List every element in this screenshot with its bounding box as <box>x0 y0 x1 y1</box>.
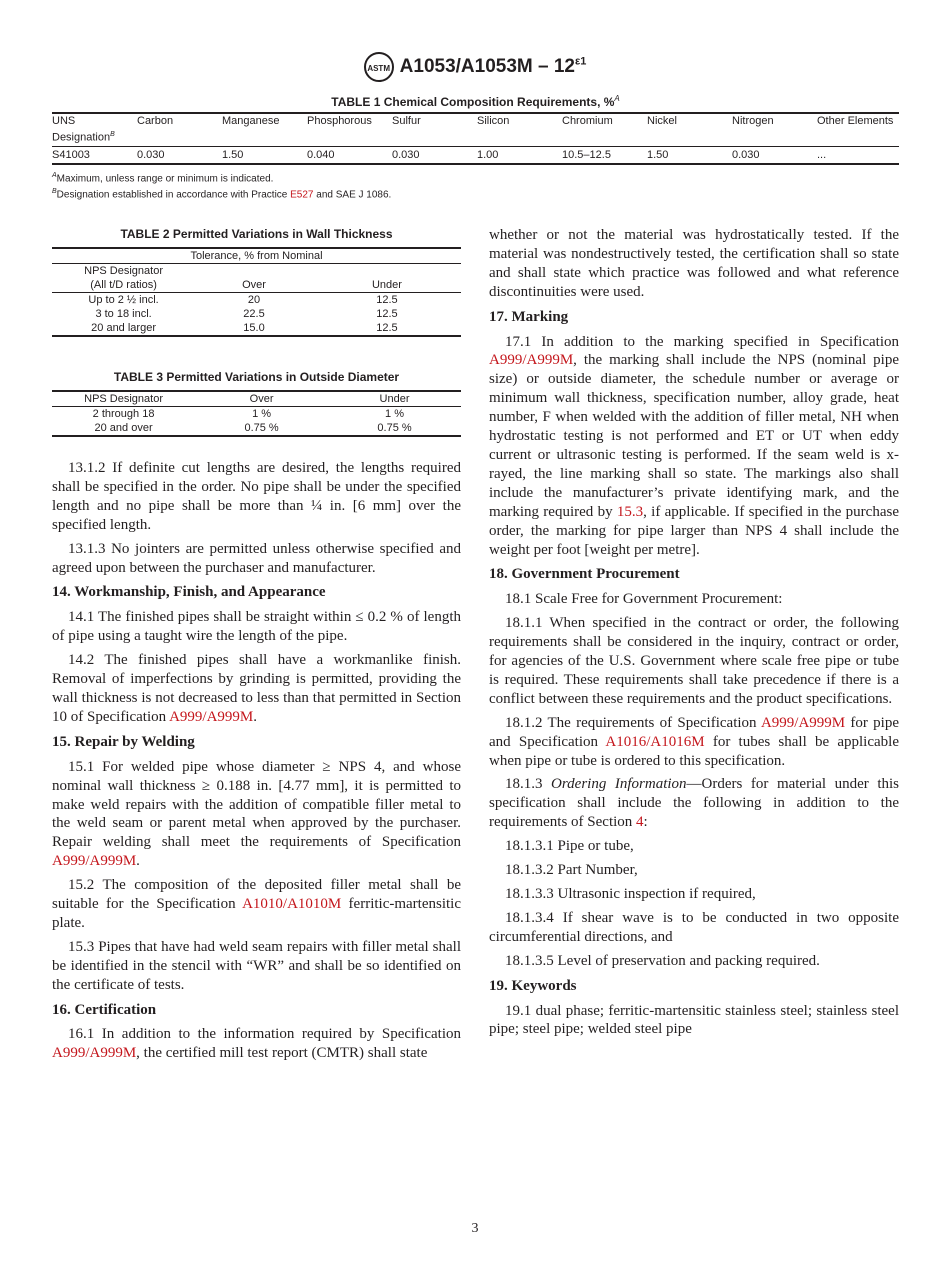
text-segment: ferritic-martensitic plate. <box>52 896 461 931</box>
table-cell: 1.50 <box>647 148 669 161</box>
table-2 <box>52 227 461 337</box>
text-segment: 18.1.3.1 Pipe or tube, <box>505 838 634 855</box>
col-header: NPS Designator <box>84 393 163 405</box>
spec-link[interactable]: 4 <box>636 814 644 831</box>
table-1 <box>52 94 899 201</box>
footnote-b: $^B$Designation established in accordance with Practice E527 and SAE J 1086. <box>52 187 392 201</box>
section-heading <box>52 733 461 752</box>
table-cell: 0.030 <box>732 148 760 161</box>
table-row: 20 and over 0.75 % 0.75 % <box>94 422 412 434</box>
text-segment: 18.1.1 When specified in the contract or order, the following requirements shall be considered in the inquiry, contract or order, for agencies of the U.S. Government where scale free pipe or tube is required. These requirements shall take precedence if there is a conflict between these requirements and the product specifications. <box>489 615 899 707</box>
table-row: 20 and larger 15.0 12.5 <box>91 322 398 334</box>
paragraph <box>52 459 461 535</box>
paragraph <box>489 909 899 947</box>
col-header: Nitrogen <box>732 115 774 127</box>
text-segment: , the marking shall include the NPS (nominal pipe size) or outside diameter, the schedule number or average or minimum wall thickness, specification number, alloy grade, heat number, F when welded with the addition of filler metal, NH when hydrostatic testing is not performed and ET or UT when eddy current or ultrasonic testing is performed. If the seam weld is x-rayed, the line marking shall so state. The markings also shall include the manufacturer’s private identifying mark, and the marking required by <box>489 352 899 520</box>
paragraph <box>489 714 899 771</box>
paragraph <box>489 226 899 302</box>
text-segment: 15.3 Pipes that have had weld seam repairs with filler metal shall be identified in the stencil with “WR” and shall be so identified on the certificate of tests. <box>52 938 461 993</box>
text-segment: 15.1 For welded pipe whose diameter ≥ NPS 4, and whose nominal wall thickness ≥ 0.188 in. [4.77 mm], it is permitted to make weld repairs with the addition of compatible filler metal to the weld seam or parent metal when approved by the purchaser. Repair welding shall meet the requirements of Specification <box>52 758 461 851</box>
table-row: Up to 2 ½ incl. 20 12.5 <box>88 294 398 306</box>
document-designation: A1053/A1053M – 12 <box>399 56 575 78</box>
text-segment: 18.1.3.2 Part Number, <box>505 862 638 879</box>
paragraph <box>52 758 461 871</box>
paragraph <box>489 590 899 609</box>
table-cell: ... <box>817 148 827 161</box>
paragraph <box>489 333 899 560</box>
col-header: Manganese <box>222 115 280 127</box>
text-segment: , if applicable. If specified in the purchase order, the marking for pipe larger than NPS 4 shall include the weight per foot [weight per metre]. <box>489 503 899 558</box>
section-heading <box>52 1001 461 1020</box>
text-segment: 13.1.3 No jointers are permitted unless otherwise specified and agreed upon between the purchaser and manufacturer. <box>52 540 461 576</box>
paragraph <box>52 651 461 727</box>
text-segment: Ordering Information <box>551 776 687 793</box>
text-segment: 15. Repair by Welding <box>52 733 195 750</box>
document-header <box>0 52 950 82</box>
text-segment: 14.1 The finished pipes shall be straight within ≤ 0.2 % of length of pipe using a taught wire the length of the pipe. <box>52 609 461 645</box>
col-header: Over <box>249 393 274 405</box>
left-text-column <box>52 459 461 1068</box>
table-3 <box>52 370 461 437</box>
spec-link[interactable]: A999/A999M <box>52 853 137 870</box>
table-header-row <box>52 113 899 146</box>
text-segment: 14.2 The finished pipes shall have a workmanlike finish. Removal of imperfections by grinding is permitted, providing the wall thickness is not decreased to less than that permitted in Section 10 of Specification <box>52 652 461 725</box>
table-cell: 10.5–12.5 <box>562 148 611 161</box>
paragraph <box>489 861 899 880</box>
paragraph <box>489 1002 899 1040</box>
text-segment: 17.1 In addition to the marking specified in Specification <box>505 333 899 350</box>
section-heading <box>52 583 461 602</box>
spec-link[interactable]: A999/A999M <box>760 714 846 731</box>
table-1-caption <box>52 94 899 109</box>
right-text-column <box>489 226 899 1044</box>
table-2-caption: TABLE 2 Permitted Variations in Wall Thickness <box>120 227 393 241</box>
spec-link[interactable]: A1010/A1010M <box>242 896 342 913</box>
astm-logo-icon: ASTM <box>364 52 394 82</box>
col-header: Phosphorous <box>307 115 372 127</box>
section-heading <box>489 977 899 996</box>
table-cell: 1.00 <box>477 148 499 161</box>
spec-link[interactable]: 15.3 <box>616 503 644 520</box>
paragraph <box>489 837 899 856</box>
footnote-a: $^A$Maximum, unless range or minimum is indicated. <box>52 171 274 184</box>
section-heading <box>489 308 899 327</box>
spec-link[interactable]: A999/A999M <box>489 352 574 369</box>
paragraph <box>489 952 899 971</box>
col-header: Chromium <box>562 115 613 127</box>
text-segment: 14. Workmanship, Finish, and Appearance <box>52 584 326 601</box>
col-header: Under <box>371 279 402 291</box>
spec-link[interactable]: A999/A999M <box>52 1045 137 1062</box>
table-cell: 0.030 <box>137 148 165 161</box>
text-segment: 16.1 In addition to the information required by Specification <box>68 1026 461 1043</box>
text-segment: , the certified mill test report (CMTR) shall state <box>136 1045 428 1062</box>
text-segment: . <box>253 708 257 725</box>
group-header: Tolerance, % from Nominal <box>190 250 323 262</box>
table-cell: S41003 <box>52 148 90 161</box>
paragraph <box>52 540 461 578</box>
col-header: Over <box>242 279 266 291</box>
paragraph <box>489 614 899 709</box>
text-segment: . <box>136 853 140 870</box>
text-segment: 19. Keywords <box>489 977 577 994</box>
table-cell: 0.040 <box>307 148 335 161</box>
col-header: Other Elements <box>817 115 894 127</box>
text-segment: 19.1 dual phase; ferritic-martensitic stainless steel; stainless steel pipe; steel pipe; welded steel pipe <box>489 1002 899 1038</box>
table-row: 2 through 18 1 % 1 % <box>92 408 405 420</box>
text-segment: 18.1.2 The requirements of Specification <box>505 714 761 731</box>
paragraph <box>52 608 461 646</box>
text-segment: 18.1.3.5 Level of preservation and packing required. <box>505 952 820 969</box>
col-header: Silicon <box>477 115 510 127</box>
table-cell: 1.50 <box>222 148 244 161</box>
table-3-caption: TABLE 3 Permitted Variations in Outside Diameter <box>113 370 400 384</box>
caption-footnote-mark: A <box>614 94 620 103</box>
caption-text: TABLE 1 Chemical Composition Requirements, % <box>331 95 615 109</box>
text-segment: for pipe and Specification <box>489 714 899 750</box>
col-header: Nickel <box>647 115 677 127</box>
text-segment: 18.1 Scale Free for Government Procurement: <box>505 591 783 608</box>
paragraph <box>489 885 899 904</box>
text-segment: 13.1.2 If definite cut lengths are desired, the lengths required shall be specified in the order. No pipe shall be under the specified length and no pipe shall be more than ¼ in. [6 mm] over the specified length. <box>52 460 461 533</box>
col-header: (All t/D ratios) <box>90 279 157 291</box>
text-segment: whether or not the material was hydrostatically tested. If the material was nondestructively tested, the certification shall so state and shall state which practice was followed and what reference discontinuities were used. <box>489 227 899 300</box>
table-row <box>52 146 899 164</box>
col-header: Sulfur <box>392 115 421 127</box>
e527-link[interactable]: E527 <box>290 189 314 201</box>
text-segment: 16. Certification <box>52 1001 157 1018</box>
text-segment: 18. Government Procurement <box>489 566 680 583</box>
col-header: Carbon <box>137 115 174 127</box>
text-segment: 17. Marking <box>489 308 569 325</box>
page-number: 3 <box>471 1221 479 1236</box>
spec-link[interactable]: A999/A999M <box>169 708 254 725</box>
text-segment: 15.2 The composition of the deposited filler metal shall be suitable for the Specification <box>52 877 461 913</box>
designation-superscript: ε1 <box>575 55 587 68</box>
col-header: UNS Designation$^B$ <box>52 115 115 144</box>
col-header: Under <box>379 393 410 405</box>
table-row: 3 to 18 incl. 22.5 12.5 <box>95 308 398 320</box>
text-segment: 18.1.3 <box>505 776 552 793</box>
text-segment: 18.1.3.4 If shear wave is to be conducted in two opposite circumferential directions, and <box>489 909 899 945</box>
text-segment: 18.1.3.3 Ultrasonic inspection if required, <box>505 886 756 902</box>
paragraph <box>52 938 461 995</box>
table-cell: 0.030 <box>392 148 420 161</box>
col-header: NPS Designator <box>84 265 163 277</box>
paragraph <box>489 775 899 832</box>
table-1-footnotes <box>52 169 899 202</box>
spec-link[interactable]: A1016/A1016M <box>605 733 705 750</box>
text-segment: —Orders for material under this specification shall include the following in addition to the requirements of Section <box>489 776 899 831</box>
paragraph <box>52 1025 461 1063</box>
text-segment: : <box>643 814 648 831</box>
text-segment: for tubes shall be applicable when pipe or tube is ordered to this specification. <box>489 733 899 769</box>
paragraph <box>52 876 461 933</box>
section-heading <box>489 565 899 584</box>
